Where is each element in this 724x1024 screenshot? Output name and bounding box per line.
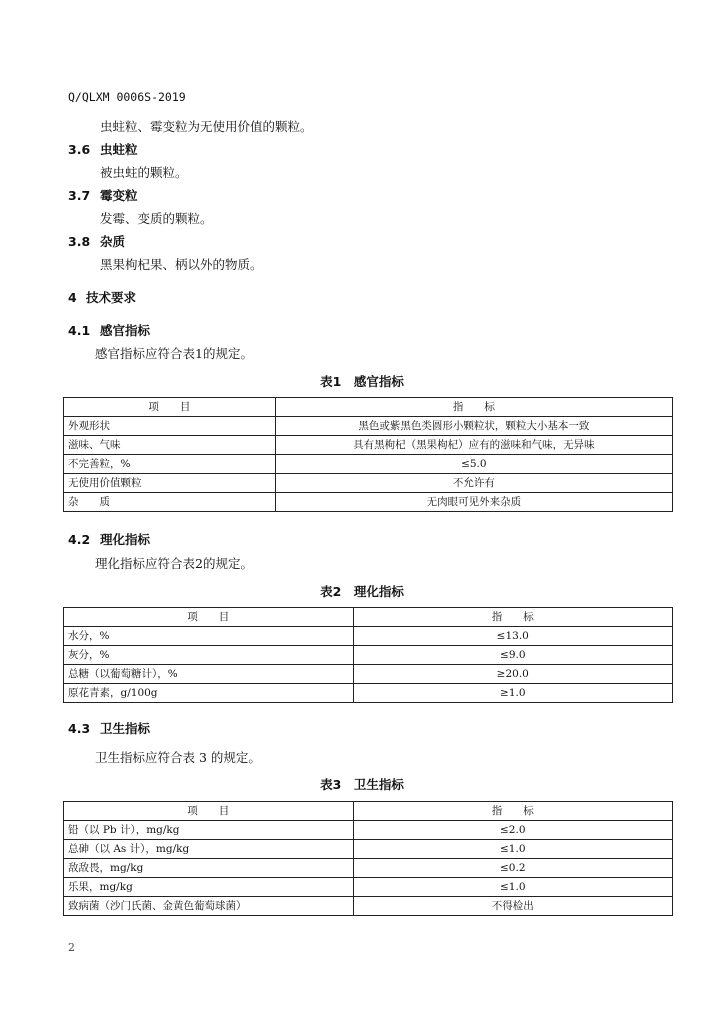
table-cell: ≤1.0 <box>353 840 672 859</box>
table-header-row <box>64 398 673 417</box>
column-header: 项 目 <box>64 398 276 417</box>
table-row <box>64 840 673 859</box>
section-number: 4.3 <box>68 721 91 736</box>
table-cell: 致病菌（沙门氏菌、金黄色葡萄球菌） <box>64 897 354 916</box>
table-cell: 总砷（以 As 计），mg/kg <box>64 840 354 859</box>
table-cell: 滋味、气味 <box>64 436 276 455</box>
table-header-row <box>64 802 673 821</box>
table-row <box>64 436 673 455</box>
section-3-6-text: 被虫蛀的颗粒。 <box>100 165 188 180</box>
section-4-3-text: 卫生指标应符合表 3 的规定。 <box>95 750 261 765</box>
table-cell: 原花青素，g/100g <box>64 684 354 703</box>
section-4-heading <box>68 288 136 306</box>
table-row <box>64 646 673 665</box>
table-row <box>64 627 673 646</box>
table-cell: 不得检出 <box>353 897 672 916</box>
table3-hygiene <box>63 801 673 916</box>
section-title: 技术要求 <box>86 290 137 305</box>
table-cell: ≤13.0 <box>353 627 672 646</box>
table-row <box>64 417 673 436</box>
section-number: 4 <box>68 290 77 305</box>
table-cell: ≤5.0 <box>275 455 672 474</box>
table-row <box>64 821 673 840</box>
column-header: 指 标 <box>275 398 672 417</box>
table-cell: 黑色或紫黑色类圆形小颗粒状，颗粒大小基本一致 <box>275 417 672 436</box>
section-number: 3.6 <box>68 142 91 157</box>
table-row <box>64 455 673 474</box>
table-cell: ≤1.0 <box>353 878 672 897</box>
page-number: 2 <box>68 941 75 954</box>
table-cell: ≤0.2 <box>353 859 672 878</box>
section-title: 霉变粒 <box>100 188 138 203</box>
column-header: 指 标 <box>353 802 672 821</box>
table-cell: ≤9.0 <box>353 646 672 665</box>
table-row <box>64 684 673 703</box>
table-cell: ≤2.0 <box>353 821 672 840</box>
section-3-8-heading <box>68 232 125 250</box>
table-cell: 无使用价值颗粒 <box>64 474 276 493</box>
table-row <box>64 897 673 916</box>
section-title: 卫生指标 <box>100 721 151 736</box>
table3-caption: 表3 卫生指标 <box>320 777 404 792</box>
section-number: 3.8 <box>68 234 91 249</box>
column-header: 项 目 <box>64 608 354 627</box>
table-cell: 无肉眼可见外来杂质 <box>275 493 672 512</box>
intro-line: 虫蛀粒、霉变粒为无使用价值的颗粒。 <box>100 119 313 134</box>
table-cell: 不允许有 <box>275 474 672 493</box>
section-3-7-text: 发霉、变质的颗粒。 <box>100 211 213 226</box>
section-title: 感官指标 <box>100 323 151 338</box>
table-cell: 杂 质 <box>64 493 276 512</box>
table-row <box>64 665 673 684</box>
section-4-1-heading <box>68 321 150 339</box>
column-header: 指 标 <box>353 608 672 627</box>
table-cell: 铅（以 Pb 计），mg/kg <box>64 821 354 840</box>
table-cell: 外观形状 <box>64 417 276 436</box>
section-number: 3.7 <box>68 188 91 203</box>
section-4-3-heading <box>68 719 150 737</box>
table-header-row <box>64 608 673 627</box>
table-row <box>64 859 673 878</box>
document-code: Q/QLXM 0006S-2019 <box>68 90 186 104</box>
section-3-8-text: 黑果枸杞果、柄以外的物质。 <box>100 257 263 272</box>
table1-sensory <box>63 397 673 512</box>
section-title: 杂质 <box>100 234 126 249</box>
table-cell: 敌敌畏，mg/kg <box>64 859 354 878</box>
section-3-6-heading <box>68 140 138 158</box>
table-cell: 具有黑枸杞（黑果枸杞）应有的滋味和气味，无异味 <box>275 436 672 455</box>
section-title: 理化指标 <box>100 532 151 547</box>
table-cell: 灰分，% <box>64 646 354 665</box>
table-row <box>64 474 673 493</box>
table-cell: 乐果，mg/kg <box>64 878 354 897</box>
section-4-2-heading <box>68 530 150 548</box>
table2-physicochemical <box>63 607 673 703</box>
table-cell: ≥1.0 <box>353 684 672 703</box>
table2-caption: 表2 理化指标 <box>320 584 404 599</box>
table-row <box>64 878 673 897</box>
section-4-1-text: 感官指标应符合表1的规定。 <box>95 346 253 361</box>
table-cell: 不完善粒，% <box>64 455 276 474</box>
section-4-2-text: 理化指标应符合表2的规定。 <box>95 556 253 571</box>
table-row <box>64 493 673 512</box>
section-3-7-heading <box>68 186 138 204</box>
section-number: 4.2 <box>68 532 91 547</box>
section-title: 虫蛀粒 <box>100 142 138 157</box>
table1-caption: 表1 感官指标 <box>320 374 404 389</box>
section-number: 4.1 <box>68 323 91 338</box>
table-cell: ≥20.0 <box>353 665 672 684</box>
table-cell: 水分，% <box>64 627 354 646</box>
table-cell: 总糖（以葡萄糖计），% <box>64 665 354 684</box>
column-header: 项 目 <box>64 802 354 821</box>
